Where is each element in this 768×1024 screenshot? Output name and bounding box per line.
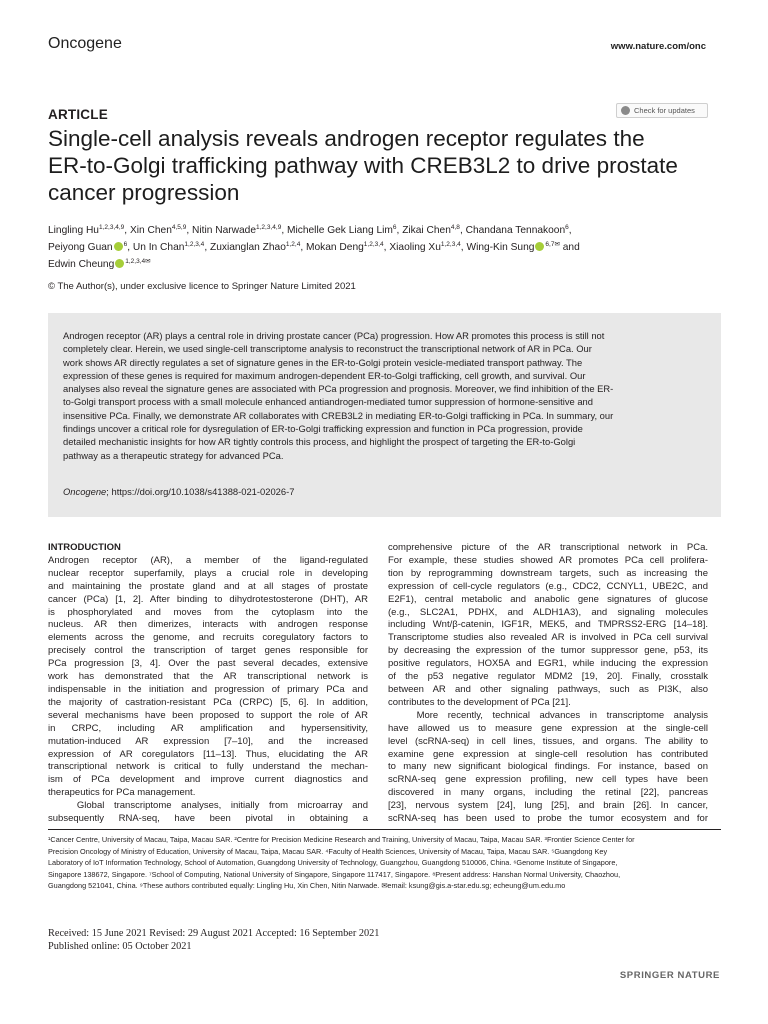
author-affiliation: 4,8 — [450, 224, 460, 231]
author-name[interactable]: Lingling Hu — [48, 225, 99, 236]
author-affiliation: 4,5,9 — [171, 224, 187, 231]
body-line: examine gene expression at single-cell resolution has contributed — [388, 748, 708, 760]
author-affiliation: 1,2,3,4 — [440, 241, 461, 248]
body-line: of the p53 negative regulator MDM2 [19, 20]. Finally, crosstalk — [388, 671, 708, 683]
copyright-notice: © The Author(s), under exclusive licence to Springer Nature Limited 2021 — [48, 281, 356, 292]
author-affiliation: 6 — [123, 241, 128, 248]
author-name[interactable]: Chandana Tennakoon — [465, 225, 566, 236]
author-affiliation: 1,2,3,4 — [184, 241, 205, 248]
abstract-line: insensitive PCa. Finally, we demonstrate AR collaborates with CREB3L2 in mediating ER-to-Golgi trafficking in PCa. In summary, our — [63, 409, 614, 421]
body-line: transcriptional network is critical to fully understand the mechan- — [48, 761, 368, 773]
abstract-line: detailed mechanistic insights for how AR tightly controls this process, and highlight the prospect of targeting the ER-to-Golgi — [63, 436, 576, 448]
body-line: Global transcriptome analyses, initially from microarray and — [48, 800, 368, 812]
body-line: tion by reprogramming downstream targets, such as increasing the — [388, 567, 708, 579]
body-line: by decreasing the expression of the tumor suppressor gene, p53, its — [388, 645, 708, 657]
body-column-right — [388, 542, 708, 826]
title-line: ER-to-Golgi trafficking pathway with CREB3L2 to drive prostate — [48, 153, 678, 178]
affiliation-line: Guangdong 521041, China. ⁹These authors contributed equally: Lingling Hu, Xin Chen, Nitin Narwade. ✉email: ksung@gis.a-star.edu.sg; echeung@um.edu.mo — [48, 881, 566, 891]
body-line: scRNA-seq has been used to probe the tumor ecosystem and for — [388, 813, 708, 825]
author-affiliation: 1,2,3,4,9 — [98, 224, 125, 231]
author-affiliation: 1,2,3,4✉ — [125, 258, 151, 265]
author-name[interactable]: Mokan Deng — [306, 242, 364, 253]
author-affiliation: 6,7✉ — [545, 241, 560, 248]
doi-link[interactable]: ; https://doi.org/10.1038/s41388-021-02026-7 — [106, 486, 295, 497]
updates-icon — [621, 106, 630, 115]
body-line: ism of PCa development and improve current diagnostics and — [48, 774, 368, 786]
received-dates: Received: 15 June 2021 Revised: 29 August 2021 Accepted: 16 September 2021 — [48, 928, 380, 939]
publisher-logo: SPRINGER NATURE — [619, 970, 720, 981]
orcid-icon[interactable] — [115, 259, 124, 268]
abstract-line: expression of these genes is required for maximum androgen-dependent ER-to-Golgi trafficking, cell growth, and survival. Our — [63, 369, 586, 381]
publication-dates — [48, 927, 379, 953]
body-line: is phosphorylated and moves from the cytoplasm into the — [48, 606, 368, 618]
body-line: mutation-induced AR expression [7–10], and the increased — [48, 735, 368, 747]
author-line: Peiyong Guan $^6$, Un In Chan$^{1,2,3,4}$, Zuxianglan Zhao$^{1,2,4}$, Mokan Deng$^{1,2,3,4}$, Xiaoling Xu$^{1,2,3,4}$, Wing-Kin Sung $^{6,7✉}$ and — [48, 241, 580, 253]
title-line: Single-cell analysis reveals androgen receptor regulates the — [48, 126, 645, 151]
body-line: (e.g., SLC2A1, PDHX, and ALDH1A3), and signaling molecules — [388, 606, 708, 618]
body-line: have allowed us to measure gene expression at the single-cell — [388, 722, 708, 734]
abstract-line: Androgen receptor (AR) plays a central role in driving prostate cancer (PCa) progression. How AR promotes this process is still not — [63, 330, 605, 341]
body-line: nucleus. AR then dimerizes, interacts with androgen response — [48, 619, 368, 631]
author-name[interactable]: Michelle Gek Liang Lim — [287, 225, 393, 236]
body-column-left — [48, 542, 368, 826]
author-affiliation: 1,2,4 — [285, 241, 301, 248]
article-title — [48, 125, 728, 206]
body-line: and maintaining the prostate gland and at all stages of prostate — [48, 580, 368, 592]
affiliations — [48, 834, 728, 892]
body-line: Androgen receptor (AR), a member of the ligand-regulated — [48, 554, 368, 566]
author-name[interactable]: Edwin Cheung — [48, 259, 115, 270]
author-list — [48, 222, 728, 273]
affiliation-line: Precision Oncology of Ministry of Education, University of Macau, Taipa, Macau SAR. ⁴Faculty of Health Sciences, University of Macau, Taipa, Macau SAR. ⁵Guangdong Key — [48, 846, 608, 856]
body-line: in CRPC, including AR amplification and hypersensitivity, — [48, 722, 368, 734]
body-line: to many new significant biological findings. For instance, based on — [388, 761, 708, 773]
affiliation-line: Laboratory of IoT Information Technology, School of Automation, Guangdong University of Technology, Guangzhou, Guangdong 510006, China. ⁶Genome Institute of Singapore, — [48, 858, 618, 868]
body-line: contributes to the development of PCa [21]. — [388, 696, 571, 708]
body-line: subsequently RNA-seq, have been pivotal in obtaining a — [48, 813, 368, 825]
abstract-line: analyses also reveal the signature genes are associated with PCa progression and prognosis. Moreover, we find inhibition of the ER- — [63, 383, 614, 395]
abstract-text — [63, 329, 706, 462]
author-name[interactable]: Wing-Kin Sung — [466, 242, 535, 253]
abstract-line: to-Golgi transport process with a small molecule enhanced antiandrogen-mediated tumor suppression of hormone-sensitive and — [63, 396, 593, 408]
body-line: expression of cell-cycle regulators (e.g., CDC2, CCNYL1, UBE2C, and — [388, 580, 708, 592]
body-line: positive regulators, HOX5A and EGR1, while inducing the expression — [388, 658, 708, 670]
article-type-label: ARTICLE — [48, 107, 108, 122]
author-name[interactable]: Xiaoling Xu — [389, 242, 441, 253]
orcid-icon[interactable] — [535, 242, 544, 251]
body-line: between AR and other signaling pathways, such as PI3K, also — [388, 683, 708, 695]
body-line: PCa progression [3, 4]. Over the past several decades, extensive — [48, 658, 368, 670]
author-name[interactable]: Zuxianglan Zhao — [209, 242, 286, 253]
published-date: Published online: 05 October 2021 — [48, 941, 192, 952]
affiliation-line: Singapore 138672, Singapore. ⁷School of Computing, National University of Singapore, Singapore 117417, Singapore. ⁸Present address: Hanshan Normal University, Chaozhou, — [48, 869, 621, 879]
body-line: Transcriptome studies also revealed AR is involved in PCa cell survival — [388, 632, 708, 644]
author-name[interactable]: Un In Chan — [132, 242, 185, 253]
author-name[interactable]: Nitin Narwade — [192, 225, 257, 236]
abstract-line: findings uncover a critical role for dysregulation of ER-to-Golgi trafficking expression and function in PCa progression, provide — [63, 423, 583, 435]
body-line: including Wnt/β-catenin, IGF1R, MEK5, and TMPRSS2-ERG [14–18]. — [388, 619, 708, 631]
abstract-line: pathway as a therapeutic strategy for advanced PCa. — [63, 449, 284, 461]
author-name[interactable]: Zikai Chen — [402, 225, 451, 236]
body-line: therapeutics for PCa management. — [48, 787, 196, 799]
author-affiliation: 6 — [392, 224, 397, 231]
author-affiliation: 1,2,3,4,9 — [256, 224, 282, 231]
title-line: cancer progression — [48, 180, 240, 205]
doi-citation[interactable] — [63, 486, 294, 497]
affiliation-line: ¹Cancer Centre, University of Macau, Taipa, Macau SAR. ²Centre for Precision Medicine Research and Training, University of Macau, Taipa, Macau SAR. ³Frontier Science Center for — [48, 835, 635, 844]
author-line: Lingling Hu$^{1,2,3,4,9}$, Xin Chen$^{4,5,9}$, Nitin Narwade$^{1,2,3,4,9}$, Michelle Gek Liang Lim$^6$, Zikai Chen$^{4,8}$, Chandana Tennakoon$^6$, — [48, 224, 572, 236]
check-for-updates-label: Check for updates — [634, 106, 695, 115]
author-affiliation: 1,2,3,4 — [363, 241, 384, 248]
check-for-updates-button[interactable] — [616, 103, 708, 118]
abstract-line: completely clear. Herein, we used single-cell transcriptome analysis to reconstruct the transcriptional network of AR in PCa. Our — [63, 343, 592, 355]
body-line: More recently, technical advances in transcriptome analysis — [388, 709, 708, 721]
author-name[interactable]: Peiyong Guan — [48, 242, 113, 253]
body-line: comprehensive picture of the AR transcriptional network in PCa. — [388, 542, 708, 553]
body-line: work has demonstrated that the AR transcriptional network is — [48, 671, 368, 683]
body-line: level (scRNA-seq) in cell lines, tissues, and organs. The ability to — [388, 735, 708, 747]
body-line: precisely control the transcription of target genes responsible for — [48, 645, 368, 657]
author-name[interactable]: Xin Chen — [129, 225, 172, 236]
body-line: elements across the genome, and recruits coregulatory factors to — [48, 632, 368, 644]
body-line: [23], nervous system [24], lung [25], and brain [26]. In cancer, — [388, 800, 708, 812]
section-heading-introduction: INTRODUCTION — [48, 542, 121, 553]
body-line: several mechanisms have been proposed to support the role of AR — [48, 709, 368, 721]
abstract-line: work shows AR directly regulates a set of signature genes in the ER-to-Golgi protein vesicle-mediated transport pathway. The — [63, 356, 583, 368]
author-line — [48, 256, 728, 273]
body-line: expression of AR coregulators [11–13]. Thus, elucidating the AR — [48, 748, 368, 760]
body-line: scRNA-seq gene expression profiling, new cell types have been — [388, 774, 708, 786]
and-word: and — [562, 242, 580, 253]
body-line: E2F1), central metabolic and anabolic gene signatures of glucose — [388, 593, 708, 605]
footnote-divider — [48, 829, 721, 830]
doi-journal: Oncogene — [63, 486, 107, 497]
body-line: the majority of castration-resistant PCa (CRPC) [5, 6]. In addition, — [48, 696, 368, 708]
body-line: indispensable in the initiation and progression of primary PCa and — [48, 683, 368, 695]
body-line: For example, these studies showed AR promotes PCa cell prolifera- — [388, 554, 708, 566]
orcid-icon[interactable] — [114, 242, 123, 251]
site-url-link[interactable]: www.nature.com/onc — [610, 41, 706, 52]
body-line: nuclear receptor superfamily, plays a crucial role in developing — [48, 567, 368, 579]
body-line: discovered in many organs, including the retinal [22], pancreas — [388, 787, 708, 799]
body-line: cancer (PCa) [1, 2]. After binding to dihydrotestosterone (DHT), AR — [48, 593, 368, 605]
author-affiliation: 6 — [565, 224, 569, 231]
journal-name: Oncogene — [48, 35, 122, 52]
